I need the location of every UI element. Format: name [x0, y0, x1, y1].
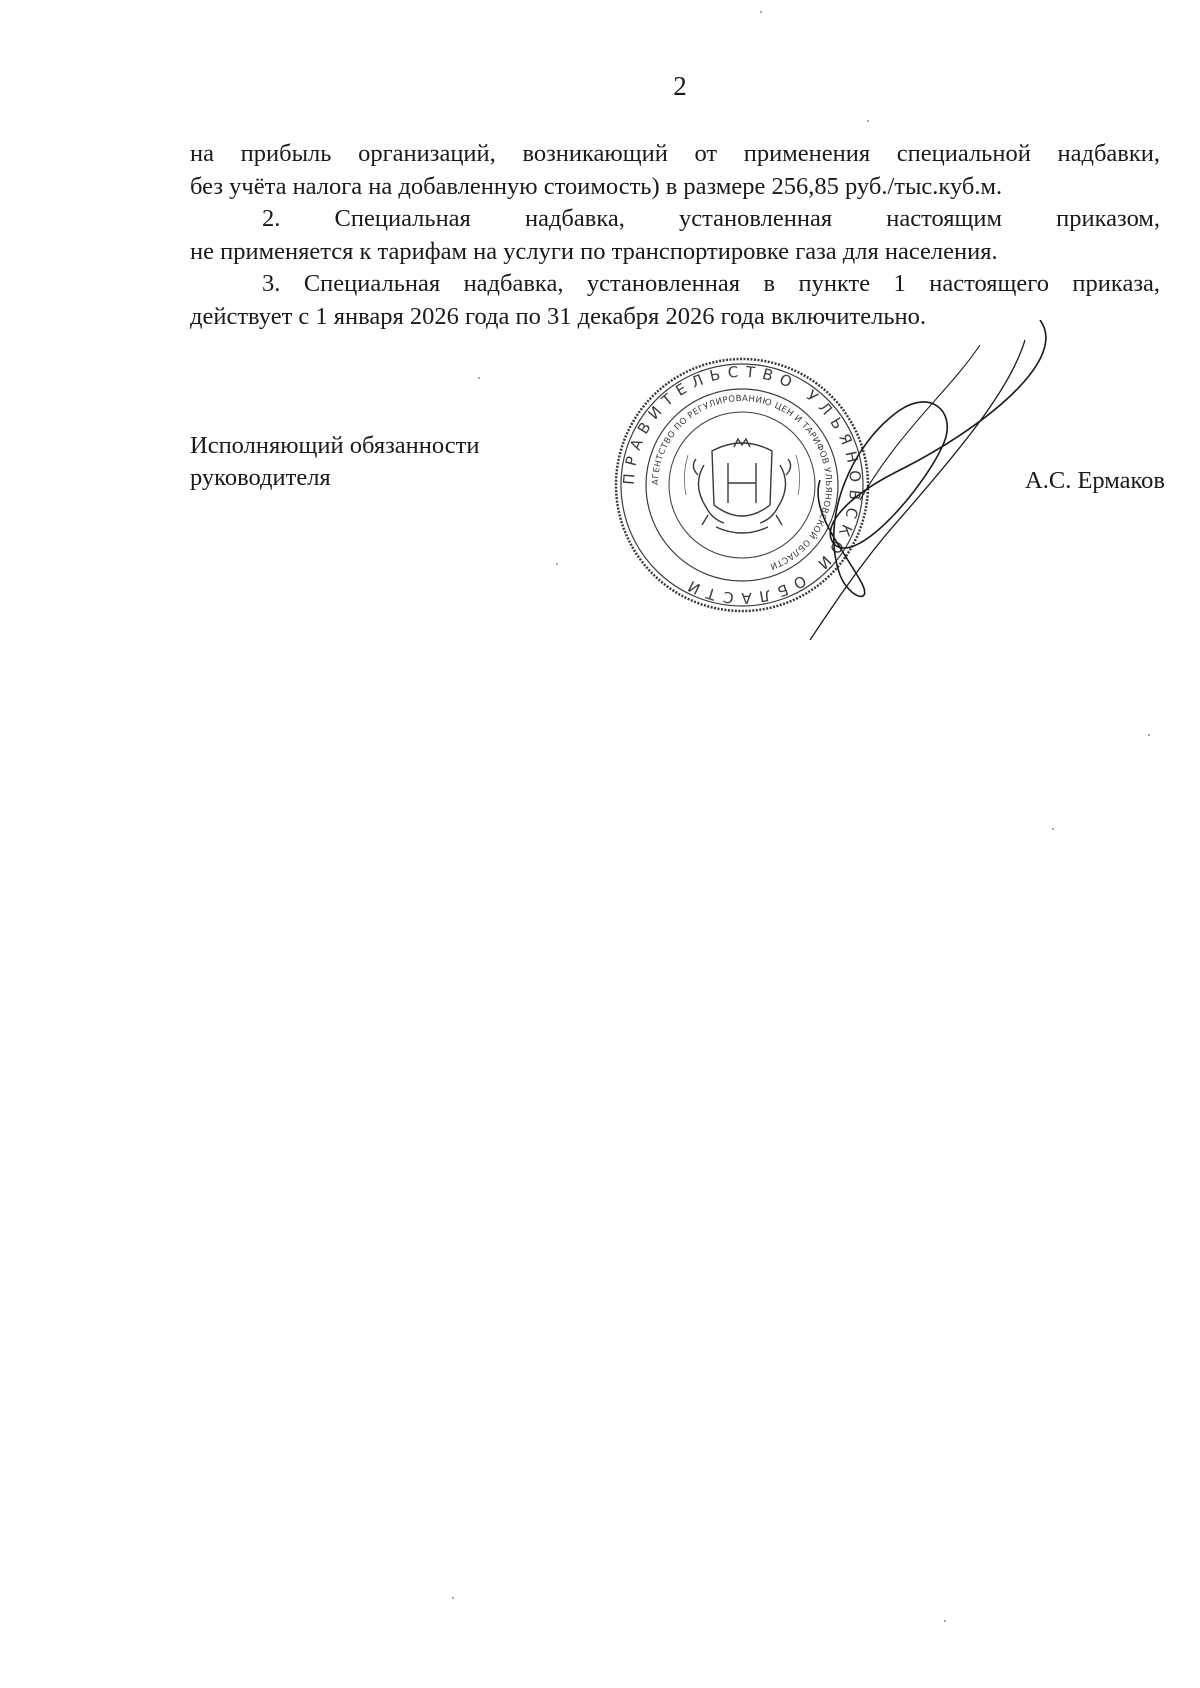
scan-speck — [1148, 734, 1150, 736]
signatory-name: А.С. Ермаков — [1025, 467, 1165, 494]
paragraph-3-line-2: действует с 1 января 2026 года по 31 декабря 2026 года включительно. — [190, 302, 926, 330]
coat-of-arms-icon — [693, 439, 790, 533]
paragraph-2-line-2: не применяется к тарифам на услуги по транспортировке газа для населения. — [190, 237, 998, 265]
paragraph-3-line-1: 3. Специальная надбавка, установленная в пункте 1 настоящего приказа, — [262, 270, 1160, 297]
document-body — [190, 138, 1160, 333]
scan-speck — [760, 11, 762, 13]
paragraph-1-line-2: без учёта налога на добавленную стоимость) в размере 256,85 руб./тыс.куб.м. — [190, 172, 1003, 200]
scan-speck — [944, 1620, 946, 1622]
scan-speck — [478, 377, 480, 379]
scan-speck — [452, 1597, 454, 1599]
signatory-position-line-2: руководителя — [190, 464, 331, 491]
page-number: 2 — [673, 71, 687, 101]
scan-speck — [867, 120, 869, 122]
paragraph-2-line-1: 2. Специальная надбавка, установленная настоящим приказом, — [262, 205, 1160, 232]
signatory-position — [190, 430, 479, 494]
seal-outer-text: ПРАВИТЕЛЬСТВО УЛЬЯНОВСКОЙ ОБЛАСТИ — [619, 362, 865, 608]
scan-speck — [1052, 828, 1054, 830]
paragraph-1-line-1: на прибыль организаций, возникающий от применения специальной надбавки, — [190, 140, 1160, 167]
signatory-position-line-1: Исполняющий обязанности — [190, 432, 480, 459]
seal-middle-text: АГЕНТСТВО ПО РЕГУЛИРОВАНИЮ ЦЕН И ТАРИФОВ УЛЬЯНОВСКОЙ ОБЛАСТИ — [650, 393, 834, 572]
scan-speck — [556, 563, 558, 565]
